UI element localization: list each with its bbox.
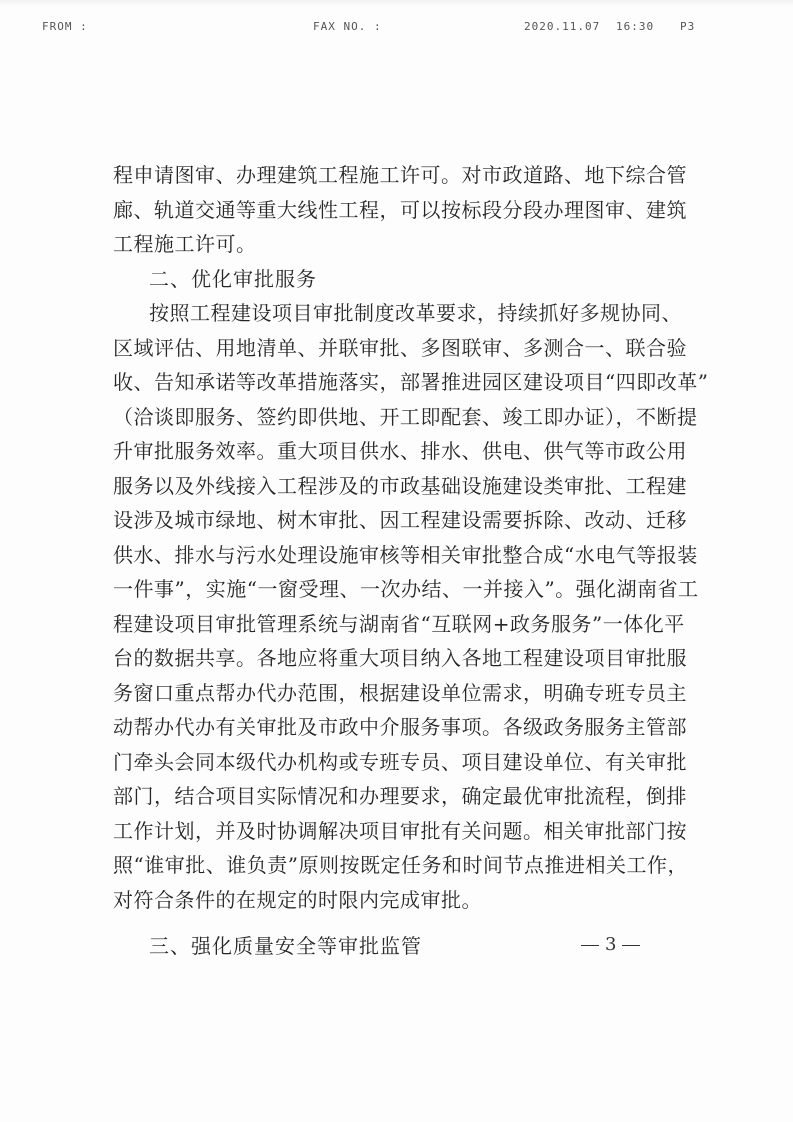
fax-number-label: FAX NO. : — [313, 20, 382, 33]
fax-header — [0, 20, 793, 40]
page-number-dash-left — [581, 945, 599, 946]
scan-band — [0, 0, 793, 6]
fax-time: 16:30 — [616, 20, 655, 33]
text-line: 工作计划，并及时协调解决项目审批有关问题。相关审批部门按 — [113, 818, 687, 843]
page-number-value: 3 — [605, 934, 617, 955]
paragraph-2 — [113, 296, 709, 917]
text-line: 区域评估、用地清单、并联审批、多图联审、多测合一、联合验 — [113, 335, 687, 360]
fax-from-label: FROM : — [42, 20, 88, 33]
section-heading-2: 二、优化审批服务 — [149, 266, 317, 291]
text-line: 收、告知承诺等改革措施落实，部署推进园区建设项目“四即改革” — [113, 370, 709, 394]
text-line: 门牵头会同本级代办机构或专班专员、项目建设单位、有关审批 — [113, 749, 687, 774]
text-line: 升审批服务效率。重大项目供水、排水、供电、供气等市政公用 — [113, 439, 687, 463]
text-line: 程申请图审、办理建筑工程施工许可。对市政道路、地下综合管 — [113, 163, 687, 187]
text-line: 务窗口重点帮办代办范围，根据建设单位需求，明确专班专员主 — [113, 680, 687, 705]
page-number — [575, 934, 646, 955]
fax-page: P3 — [680, 20, 696, 33]
text-line: 动帮办代办有关审批及市政中介服务事项。各级政务服务主管部 — [113, 715, 687, 739]
text-line: 工程施工许可。 — [113, 232, 257, 256]
text-line: （洽谈即服务、签约即供地、开工即配套、竣工即办证），不断提 — [113, 404, 698, 429]
text-line: 供水、排水与污水处理设施审核等相关审批整合成“水电气等报装 — [113, 542, 698, 567]
page-number-dash-right — [622, 945, 640, 946]
text-line: 台的数据共享。各地应将重大项目纳入各地工程建设项目审批服 — [113, 646, 687, 670]
text-line: 对符合条件的在规定的时限内完成审批。 — [113, 887, 482, 912]
text-line: 廊、轨道交通等重大线性工程，可以按标段分段办理图审、建筑 — [113, 197, 687, 222]
document-body — [113, 158, 709, 964]
section-heading-3: 三、强化质量安全等审批监管 — [149, 934, 422, 958]
text-line: 照“谁审批、谁负责”原则按既定任务和时间节点推进相关工作， — [113, 853, 688, 877]
paragraph-1 — [113, 158, 687, 262]
text-line: 程建设项目审批管理系统与湖南省“互联网+政务服务”一体化平 — [113, 611, 685, 636]
fax-date: 2020.11.07 — [524, 20, 601, 33]
text-line: 部门，结合项目实际情况和办理要求，确定最优审批流程，倒排 — [113, 784, 687, 808]
text-line: 服务以及外线接入工程涉及的市政基础设施建设类审批、工程建 — [113, 473, 687, 498]
text-line: 按照工程建设项目审批制度改革要求，持续抓好多规协同、 — [149, 301, 682, 325]
text-line: 设涉及城市绿地、树木审批、因工程建设需要拆除、改动、迁移 — [113, 508, 687, 532]
text-line: 一件事”，实施“一窗受理、一次办结、一并接入”。强化湖南省工 — [113, 577, 699, 601]
